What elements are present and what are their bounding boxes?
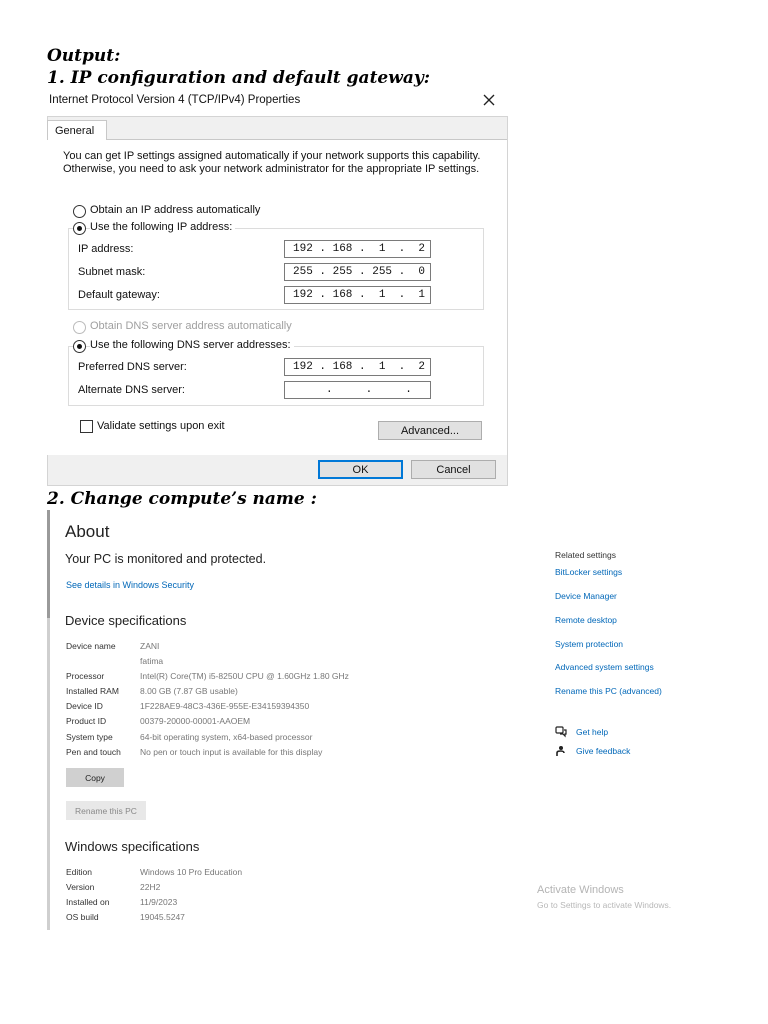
section2-heading: 2. Change compute’s name : xyxy=(47,489,317,509)
radio-auto-dns[interactable] xyxy=(73,321,86,334)
subnet-mask-label: Subnet mask: xyxy=(78,266,146,278)
spec-label: Pen and touch xyxy=(66,747,121,757)
ip-address-label: IP address: xyxy=(78,243,134,255)
windows-specs-heading: Windows specifications xyxy=(65,839,200,854)
give-feedback-link[interactable]: Give feedback xyxy=(576,746,631,756)
about-title: About xyxy=(65,522,110,541)
related-link-remote-desktop[interactable]: Remote desktop xyxy=(555,615,617,625)
activate-windows-title: Activate Windows xyxy=(537,884,624,896)
dialog-title: Internet Protocol Version 4 (TCP/IPv4) Properties xyxy=(49,94,301,106)
spec-label: Edition xyxy=(66,867,92,877)
radio-auto-ip-label: Obtain an IP address automatically xyxy=(90,204,261,216)
tab-general[interactable]: General xyxy=(47,120,107,140)
give-feedback-icon xyxy=(555,745,567,757)
spec-label: Product ID xyxy=(66,716,107,726)
spec-value: 00379-20000-00001-AAOEM xyxy=(140,716,251,726)
get-help-link[interactable]: Get help xyxy=(576,727,609,737)
radio-manual-ip[interactable] xyxy=(73,222,86,235)
spec-label: Device ID xyxy=(66,701,103,711)
security-link[interactable]: See details in Windows Security xyxy=(66,580,195,590)
copy-button[interactable]: Copy xyxy=(66,768,124,787)
spec-label: OS build xyxy=(66,912,99,922)
close-icon[interactable] xyxy=(481,92,497,108)
related-link-bitlocker[interactable]: BitLocker settings xyxy=(555,567,623,577)
related-settings-heading: Related settings xyxy=(555,550,616,560)
get-help-icon xyxy=(555,726,567,738)
related-link-device-manager[interactable]: Device Manager xyxy=(555,591,617,601)
validate-label: Validate settings upon exit xyxy=(97,420,225,432)
radio-auto-dns-label: Obtain DNS server address automatically xyxy=(90,320,292,332)
advanced-button[interactable]: Advanced... xyxy=(378,421,482,440)
spec-label: Processor xyxy=(66,671,105,681)
alternate-dns-label: Alternate DNS server: xyxy=(78,384,185,396)
preferred-dns-input[interactable]: 192 . 168 . 1 . 2 xyxy=(284,358,431,376)
spec-label: Installed on xyxy=(66,897,110,907)
spec-value: fatima xyxy=(140,656,164,666)
validate-checkbox[interactable] xyxy=(80,420,93,433)
default-gateway-input[interactable]: 192 . 168 . 1 . 1 xyxy=(284,286,431,304)
ip-address-input[interactable]: 192 . 168 . 1 . 2 xyxy=(284,240,431,258)
protected-text: Your PC is monitored and protected. xyxy=(65,552,267,566)
section1-heading: 1. IP configuration and default gateway: xyxy=(47,68,431,88)
related-link-advanced-system[interactable]: Advanced system settings xyxy=(555,662,654,672)
radio-manual-ip-label: Use the following IP address: xyxy=(90,221,235,233)
activate-windows-subtitle: Go to Settings to activate Windows. xyxy=(537,900,672,910)
spec-value: 8.00 GB (7.87 GB usable) xyxy=(140,686,238,696)
radio-manual-dns[interactable] xyxy=(73,340,86,353)
default-gateway-label: Default gateway: xyxy=(78,289,160,301)
device-specs-heading: Device specifications xyxy=(65,613,187,628)
subnet-mask-input[interactable]: 255 . 255 . 255 . 0 xyxy=(284,263,431,281)
spec-value: ZANI xyxy=(140,641,160,651)
radio-manual-dns-label: Use the following DNS server addresses: xyxy=(90,339,294,351)
spec-value: 22H2 xyxy=(140,882,161,892)
spec-value: Intel(R) Core(TM) i5-8250U CPU @ 1.60GHz 1.80 GHz xyxy=(140,671,349,681)
spec-value: No pen or touch input is available for this display xyxy=(140,747,323,757)
output-heading: Output: xyxy=(47,46,121,66)
spec-value: 64-bit operating system, x64-based processor xyxy=(140,732,313,742)
radio-auto-ip[interactable] xyxy=(73,205,86,218)
rename-pc-button[interactable]: Rename this PC xyxy=(66,801,146,820)
info-text: You can get IP settings assigned automatically if your network supports this capability. Otherwise, you need to ask your network administrator for the appropriate IP settings. xyxy=(63,150,481,175)
spec-value: Windows 10 Pro Education xyxy=(140,867,243,877)
spec-label: Device name xyxy=(66,641,116,651)
spec-value: 1F228AE9-48C3-436E-955E-E34159394350 xyxy=(140,701,310,711)
about-left-rail xyxy=(47,510,50,930)
spec-label: System type xyxy=(66,732,113,742)
spec-value: 19045.5247 xyxy=(140,912,185,922)
related-link-system-protection[interactable]: System protection xyxy=(555,639,624,649)
spec-label: Version xyxy=(66,882,95,892)
cancel-button[interactable]: Cancel xyxy=(411,460,496,479)
alternate-dns-input[interactable]: . . . xyxy=(284,381,431,399)
preferred-dns-label: Preferred DNS server: xyxy=(78,361,187,373)
related-link-rename-advanced[interactable]: Rename this PC (advanced) xyxy=(555,686,662,696)
spec-value: 11/9/2023 xyxy=(140,897,178,907)
spec-label: Installed RAM xyxy=(66,686,119,696)
ok-button[interactable]: OK xyxy=(318,460,403,479)
